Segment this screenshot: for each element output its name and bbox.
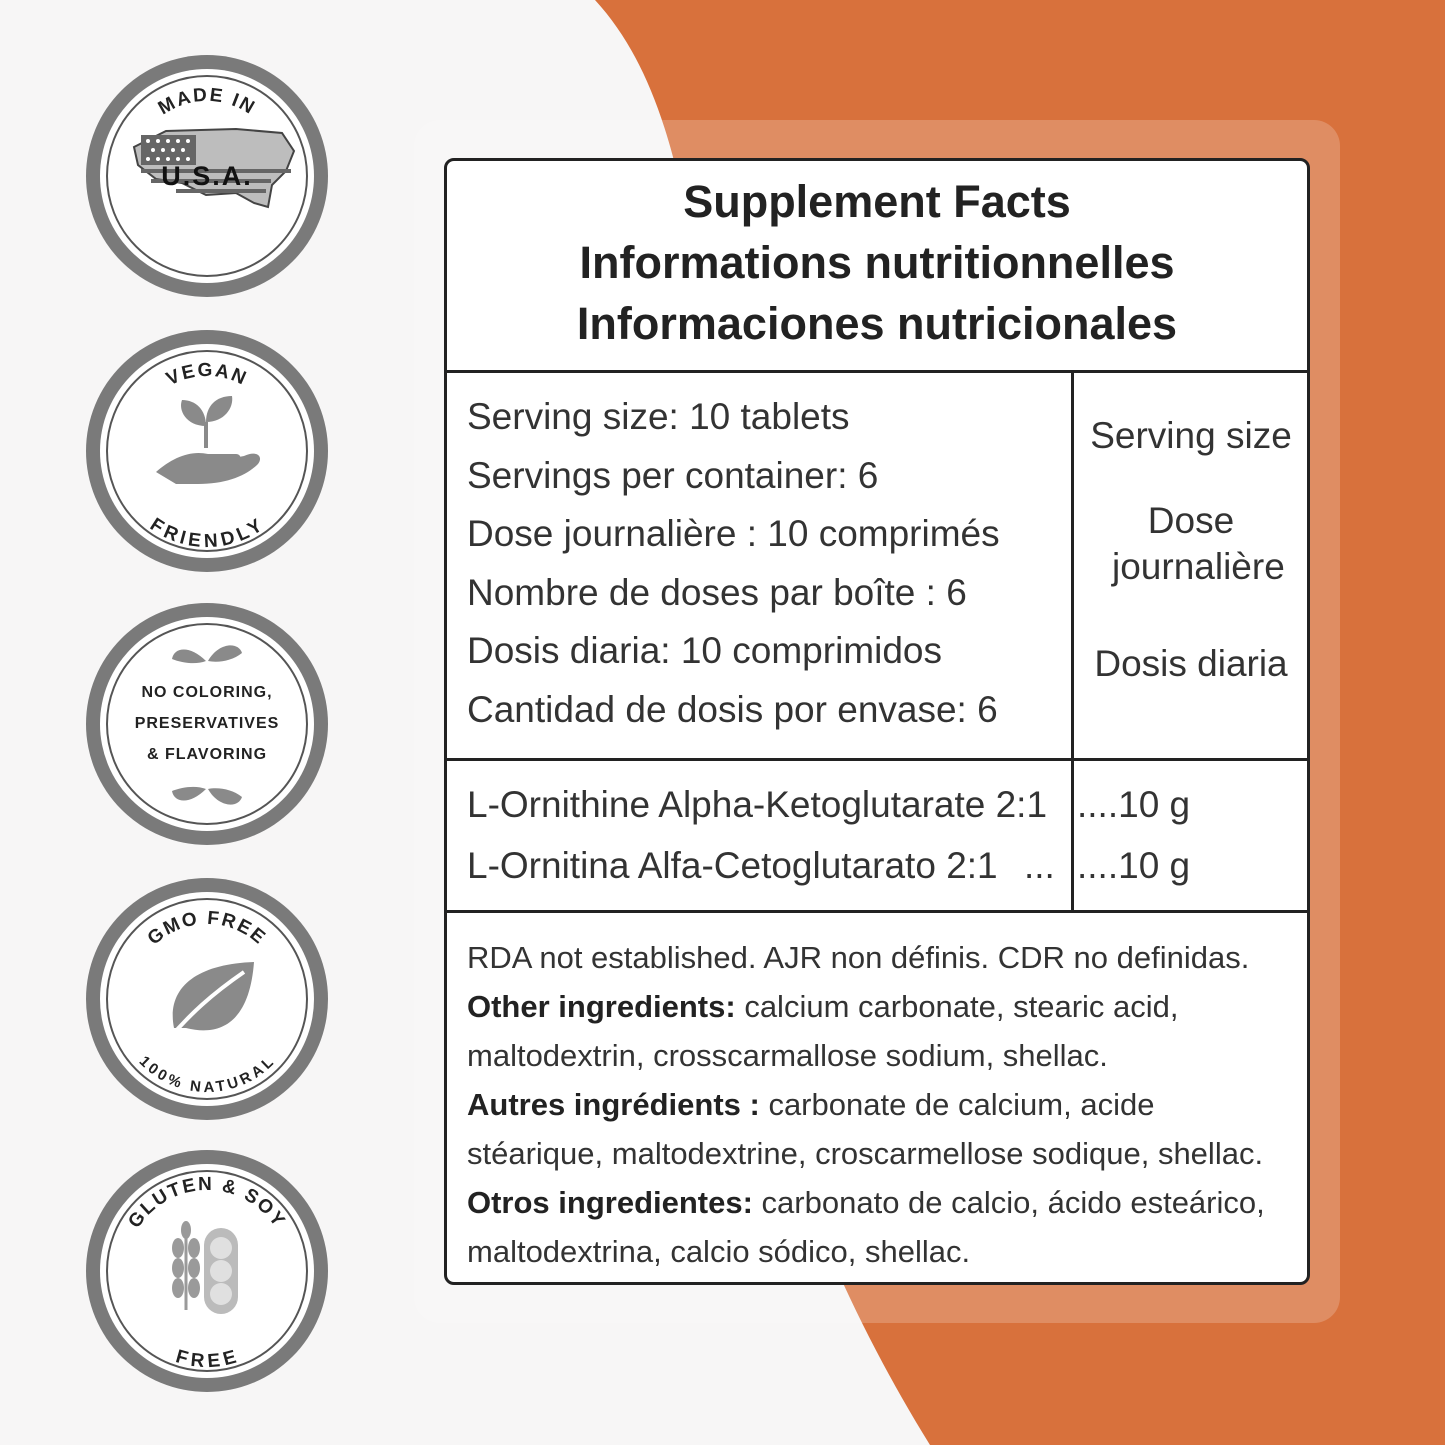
- vegan-friendly-badge: [86, 330, 328, 572]
- svg-text:100% NATURAL: [135, 1053, 278, 1096]
- sprout-hand-icon: [156, 396, 260, 484]
- svg-text:MADE IN: [155, 85, 260, 120]
- serving-line: Serving size: 10 tablets: [467, 396, 850, 437]
- ingredient-name: L-Ornitina Alfa-Cetoglutarato 2:1: [467, 845, 998, 886]
- serving-size-header: Serving size: [1090, 415, 1292, 456]
- svg-text:GLUTEN & SOY: [124, 1174, 289, 1232]
- serving-line: Cantidad de dosis por envase: 6: [467, 689, 998, 730]
- ingredient-notes: [467, 933, 1297, 1276]
- made-in-usa-badge: [86, 55, 328, 297]
- dosis-header: Dosis diaria: [1094, 643, 1288, 684]
- badge-bottom-text: FRIENDLY: [146, 514, 268, 553]
- leaf-icon: [168, 962, 254, 1040]
- badge-line-1: NO COLORING,: [141, 684, 273, 701]
- badge-top-text: MADE IN: [154, 84, 260, 120]
- wheat-soy-icon: [172, 1221, 238, 1314]
- badge-bottom-text: FREE: [173, 1346, 241, 1373]
- gluten-soy-free-badge: [86, 1150, 328, 1392]
- supplement-facts-panel: [444, 158, 1310, 1285]
- ingredient-name: L-Ornithine Alpha-Ketoglutarate 2:1: [467, 784, 1048, 825]
- dose-header: Dose journalière: [1112, 500, 1285, 587]
- title-line-fr: Informations nutritionnelles: [579, 237, 1175, 288]
- svg-text:GMO FREE: [144, 908, 270, 950]
- other-ingredients-en: Other ingredients: calcium carbonate, stearic acid, maltodextrin, crosscarmallose sodium, shellac.: [467, 989, 1179, 1073]
- badge-bottom-text: 100% NATURAL: [135, 1053, 279, 1097]
- divider: [447, 370, 1307, 373]
- title-line-en: Supplement Facts: [683, 176, 1071, 227]
- divider: [447, 910, 1307, 913]
- other-ingredients-fr: Autres ingrédients : carbonate de calcium, acide stéarique, maltodextrine, croscarmellose sodique, shellac.: [467, 1087, 1264, 1171]
- svg-text:FREE: [173, 1346, 240, 1372]
- badge-top-text: GLUTEN & SOY: [124, 1173, 290, 1233]
- ingredient-amount: ....10 g: [1077, 845, 1191, 886]
- serving-line: Servings per container: 6: [467, 455, 879, 496]
- divider: [447, 758, 1307, 761]
- badge-center-text: U.S.A.: [161, 161, 253, 191]
- no-coloring-badge: [86, 603, 328, 845]
- rda-note: RDA not established. AJR non définis. CDR no definidas.: [467, 940, 1250, 975]
- ingredient-amount: ....10 g: [1077, 784, 1191, 825]
- serving-line: Nombre de doses par boîte : 6: [467, 572, 967, 613]
- facts-title: [447, 171, 1307, 354]
- badge-line-3: & FLAVORING: [146, 746, 268, 763]
- gmo-free-badge: [86, 878, 328, 1120]
- serving-line: Dosis diaria: 10 comprimidos: [467, 630, 943, 671]
- other-ingredients-es: Otros ingredientes: carbonato de calcio, ácido esteárico, maltodextrina, calcio sódico, shellac.: [467, 1185, 1265, 1269]
- badge-line-2: PRESERVATIVES: [134, 715, 280, 732]
- svg-text:VEGAN: [163, 360, 250, 390]
- ingredient-leader: ...: [1024, 845, 1055, 886]
- svg-text:FRIENDLY: [146, 514, 267, 552]
- badge-top-text: GMO FREE: [143, 907, 271, 950]
- title-line-es: Informaciones nutricionales: [576, 298, 1178, 349]
- badge-top-text: VEGAN: [163, 359, 251, 391]
- serving-line: Dose journalière : 10 comprimés: [467, 513, 1000, 554]
